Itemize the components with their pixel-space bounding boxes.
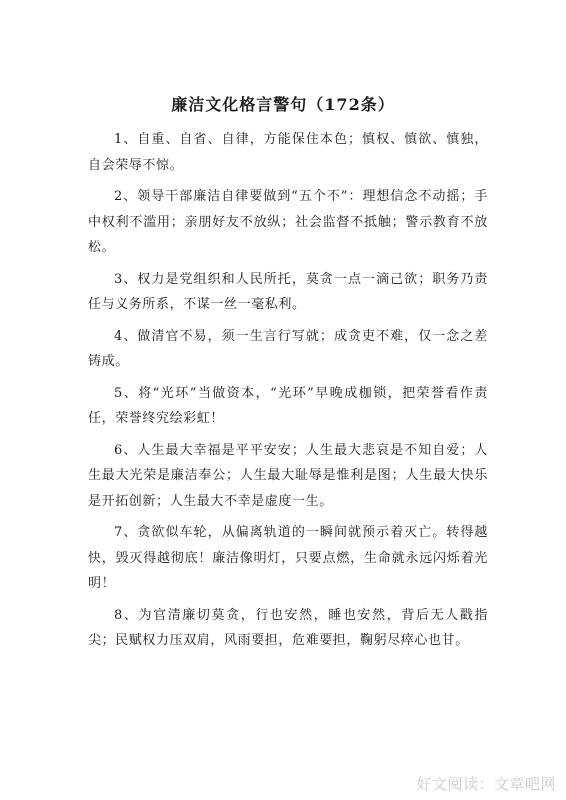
quote-paragraph-7: 7、贪欲似车轮，从偏离轨道的一瞬间就预示着灭亡。转得越快，毁灭得越彻底！廉洁像明灯，只要点燃，生命就永远闪烁着光明！ [88,525,488,591]
quote-paragraph-6: 6、人生最大幸福是平平安安；人生最大悲哀是不知自爱；人生最大光荣是廉洁奉公；人生最大耻辱是惟利是图；人生最大快乐是开拓创新；人生最大不幸是虚度一生。 [88,442,488,509]
document-title: 廉洁文化格言警句（172条） [171,95,395,114]
site-watermark: 好文阅读：文章吧网 [416,775,556,793]
quote-paragraph-4: 4、做清官不易，须一生言行写就；成贪吏不难，仅一念之差铸成。 [88,328,488,369]
quote-paragraph-2: 2、领导干部廉洁自律要做到“五个不”：理想信念不动摇；手中权利不滥用；亲朋好友不放纵；社会监督不抵触；警示教育不放松。 [88,189,488,255]
document-body [88,127,488,660]
quote-paragraph-5: 5、将“光环”当做资本，“光环”早晚成枷锁，把荣誉看作责任，荣誉终究绘彩虹！ [88,385,488,426]
quote-paragraph-1: 1、自重、自省、自律，方能保住本色；慎权、慎欲、慎独，自会荣辱不惊。 [88,132,488,173]
quote-paragraph-8: 8、为官清廉切莫贪，行也安然，睡也安然，背后无人戳指尖；民赋权力压双肩，风雨要担，危难要担，鞠躬尽瘁心也甘。 [88,607,488,648]
quote-paragraph-3: 3、权力是党组织和人民所托，莫贪一点一滴己欲；职务乃责任与义务所系，不谋一丝一毫私利。 [88,271,488,312]
